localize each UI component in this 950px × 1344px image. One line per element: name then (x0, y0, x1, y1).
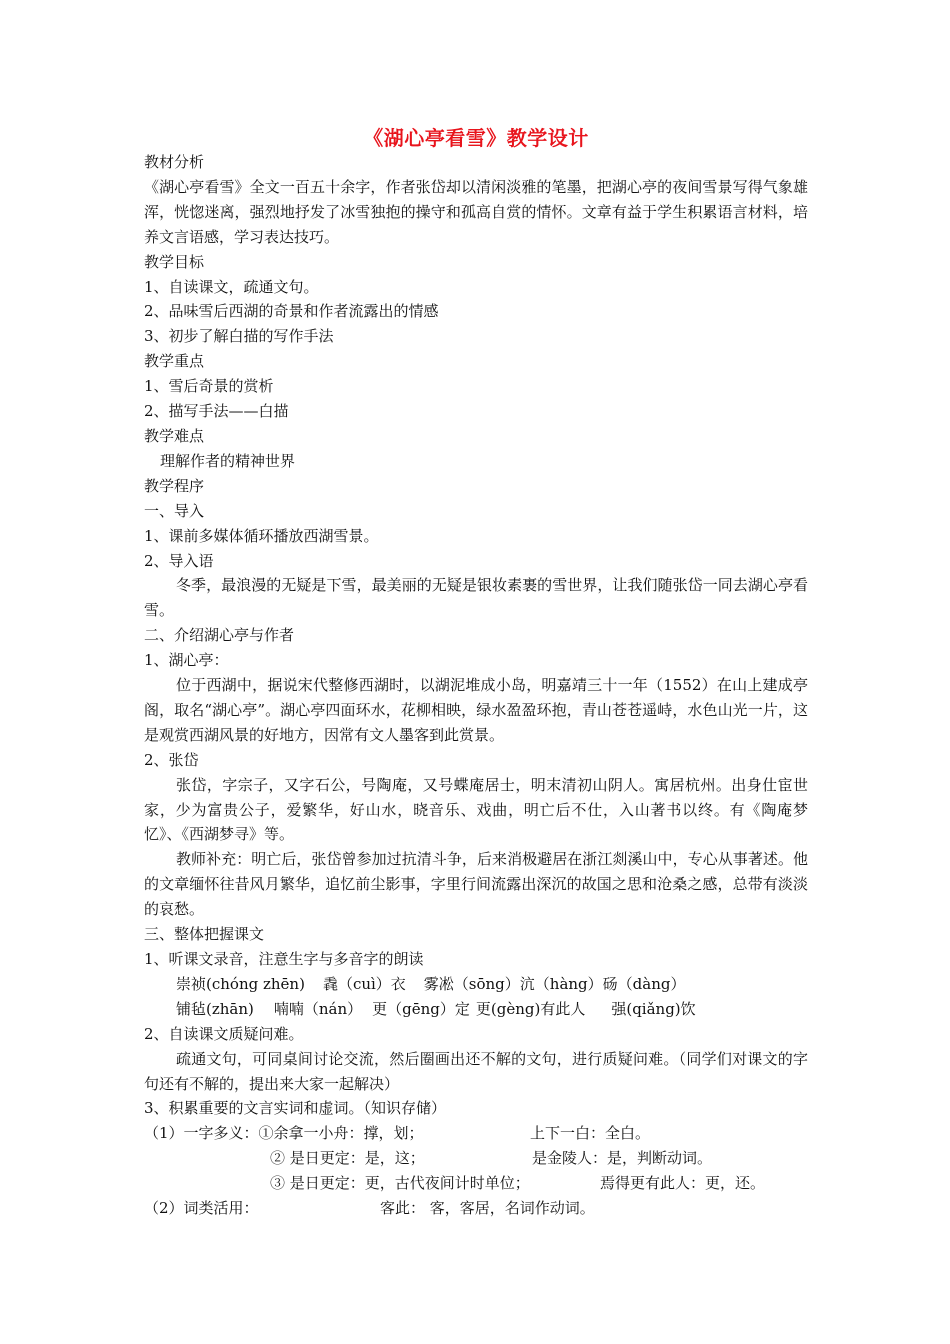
vocab-entry: ③ 是日更定：更，古代夜间计时单位； (270, 1174, 530, 1193)
analysis-paragraph: 《湖心亭看雪》全文一百五十余字，作者张岱却以清闲淡雅的笔墨，把湖心亭的夜间雪景写得气象雄浑，恍惚迷离，强烈地抒发了冰雪独抱的操守和孤高自赏的情怀。文章有益于学生积累语言材料，培养文言语感，学习表达技巧。 (144, 177, 808, 246)
section-heading-analysis: 教材分析 (144, 153, 205, 171)
part-heading-overview: 三、整体把握课文 (144, 925, 265, 944)
section-heading-difficulty: 教学难点 (144, 426, 205, 445)
part-heading-author: 二、介绍湖心亭与作者 (144, 626, 295, 645)
pronunciation-entry: 更(gèng)有此人 (475, 999, 586, 1018)
vocab-entry: （1）一字多义：①余拿一小舟：撑，划； (144, 1124, 424, 1143)
author-paragraph: 张岱，字宗子，又字石公，号陶庵，又号蝶庵居士，明末清初山阴人。寓居杭州。出身仕宦世家，少为富贵公子，爱繁华，好山水，晓音乐、戏曲，明亡后不仕，入山著书以终。有《陶庵梦忆》、《西湖梦寻》等。 (144, 775, 808, 844)
vocab-entry: ② 是日更定：是，这； (270, 1149, 425, 1168)
overview-item: 2、自读课文质疑问难。 (144, 1024, 304, 1043)
key-point-item: 1、雪后奇景的赏析 (144, 377, 274, 396)
part-heading-intro: 一、导入 (144, 501, 205, 520)
vocab-row (144, 1171, 808, 1196)
section-heading-key-points: 教学重点 (144, 352, 205, 371)
intro-item: 2、导入语 (144, 551, 214, 570)
pronunciation-entry: 崇祯(chóng zhēn) (176, 974, 305, 993)
pronunciation-entry: 毳（cuì）衣 (322, 974, 406, 993)
document-body (144, 150, 808, 1221)
intro-item: 1、课前多媒体循环播放西湖雪景。 (144, 526, 379, 545)
vocab-row (144, 1146, 808, 1171)
pronunciation-entry: 强(qiǎng)饮 (611, 999, 696, 1018)
pronunciation-entry: 更（gēng）定 (372, 999, 470, 1018)
intro-paragraph: 冬季，最浪漫的无疑是下雪，最美丽的无疑是银妆素裹的雪世界，让我们随张岱一同去湖心亭看雪。 (144, 576, 808, 620)
questioning-paragraph: 疏通文句，可同桌间讨论交流，然后圈画出还不解的文句，进行质疑问难。（同学们对课文的字句还有不解的，提出来大家一起解决） (144, 1049, 808, 1093)
pavilion-paragraph: 位于西湖中，据说宋代整修西湖时，以湖泥堆成小岛，明嘉靖三十一年（1552）在山上建成亭阁，取名“湖心亭”。湖心亭四面环水，花柳相映，绿水盈盈环抱，青山苍苍遥峙，水色山光一片，这是观赏西湖风景的好地方，因常有文人墨客到此赏景。 (144, 676, 808, 744)
overview-item: 3、积累重要的文言实词和虚词。（知识存储） (144, 1099, 447, 1118)
overview-item: 1、听课文录音，注意生字与多音字的朗读 (144, 950, 424, 968)
pronunciation-entry: 铺毡(zhān) (176, 999, 254, 1018)
teacher-note-paragraph: 教师补充：明亡后，张岱曾参加过抗清斗争，后来消极避居在浙江剡溪山中，专心从事著述。他的文章缅怀往昔风月繁华，追忆前尘影事，字里行间流露出深沉的故国之思和沧桑之感，总带有淡淡的哀愁。 (144, 850, 808, 919)
vocab-row (144, 1121, 808, 1146)
goal-item: 3、初步了解白描的写作手法 (144, 327, 334, 346)
vocab-entry: 上下一白：全白。 (530, 1124, 651, 1143)
section-heading-goals: 教学目标 (144, 252, 205, 271)
vocab-entry: 是金陵人：是，判断动词。 (532, 1149, 713, 1168)
author-item: 1、湖心亭： (144, 651, 229, 670)
author-item: 2、张岱 (144, 750, 199, 769)
pronunciation-entry: 雾凇（sōng）沆（hàng）砀（dàng） (423, 974, 686, 993)
goal-item: 1、自读课文，疏通文句。 (144, 277, 319, 296)
pronunciation-row (144, 972, 808, 997)
key-point-item: 2、描写手法——白描 (144, 402, 289, 421)
goal-item: 2、品味雪后西湖的奇景和作者流露出的情感 (144, 302, 439, 321)
vocab-row (144, 1196, 808, 1221)
pronunciation-entry: 喃喃（nán） (273, 999, 363, 1018)
vocab-entry: 焉得更有此人：更，还。 (600, 1174, 766, 1193)
document-title: 《湖心亭看雪》教学设计 (363, 126, 589, 150)
vocab-entry: 客此： 客，客居，名词作动词。 (380, 1199, 595, 1218)
vocab-entry: （2）词类活用： (144, 1199, 259, 1218)
difficulty-text: 理解作者的精神世界 (160, 451, 296, 470)
section-heading-procedure: 教学程序 (144, 476, 205, 495)
pronunciation-row (144, 997, 808, 1022)
